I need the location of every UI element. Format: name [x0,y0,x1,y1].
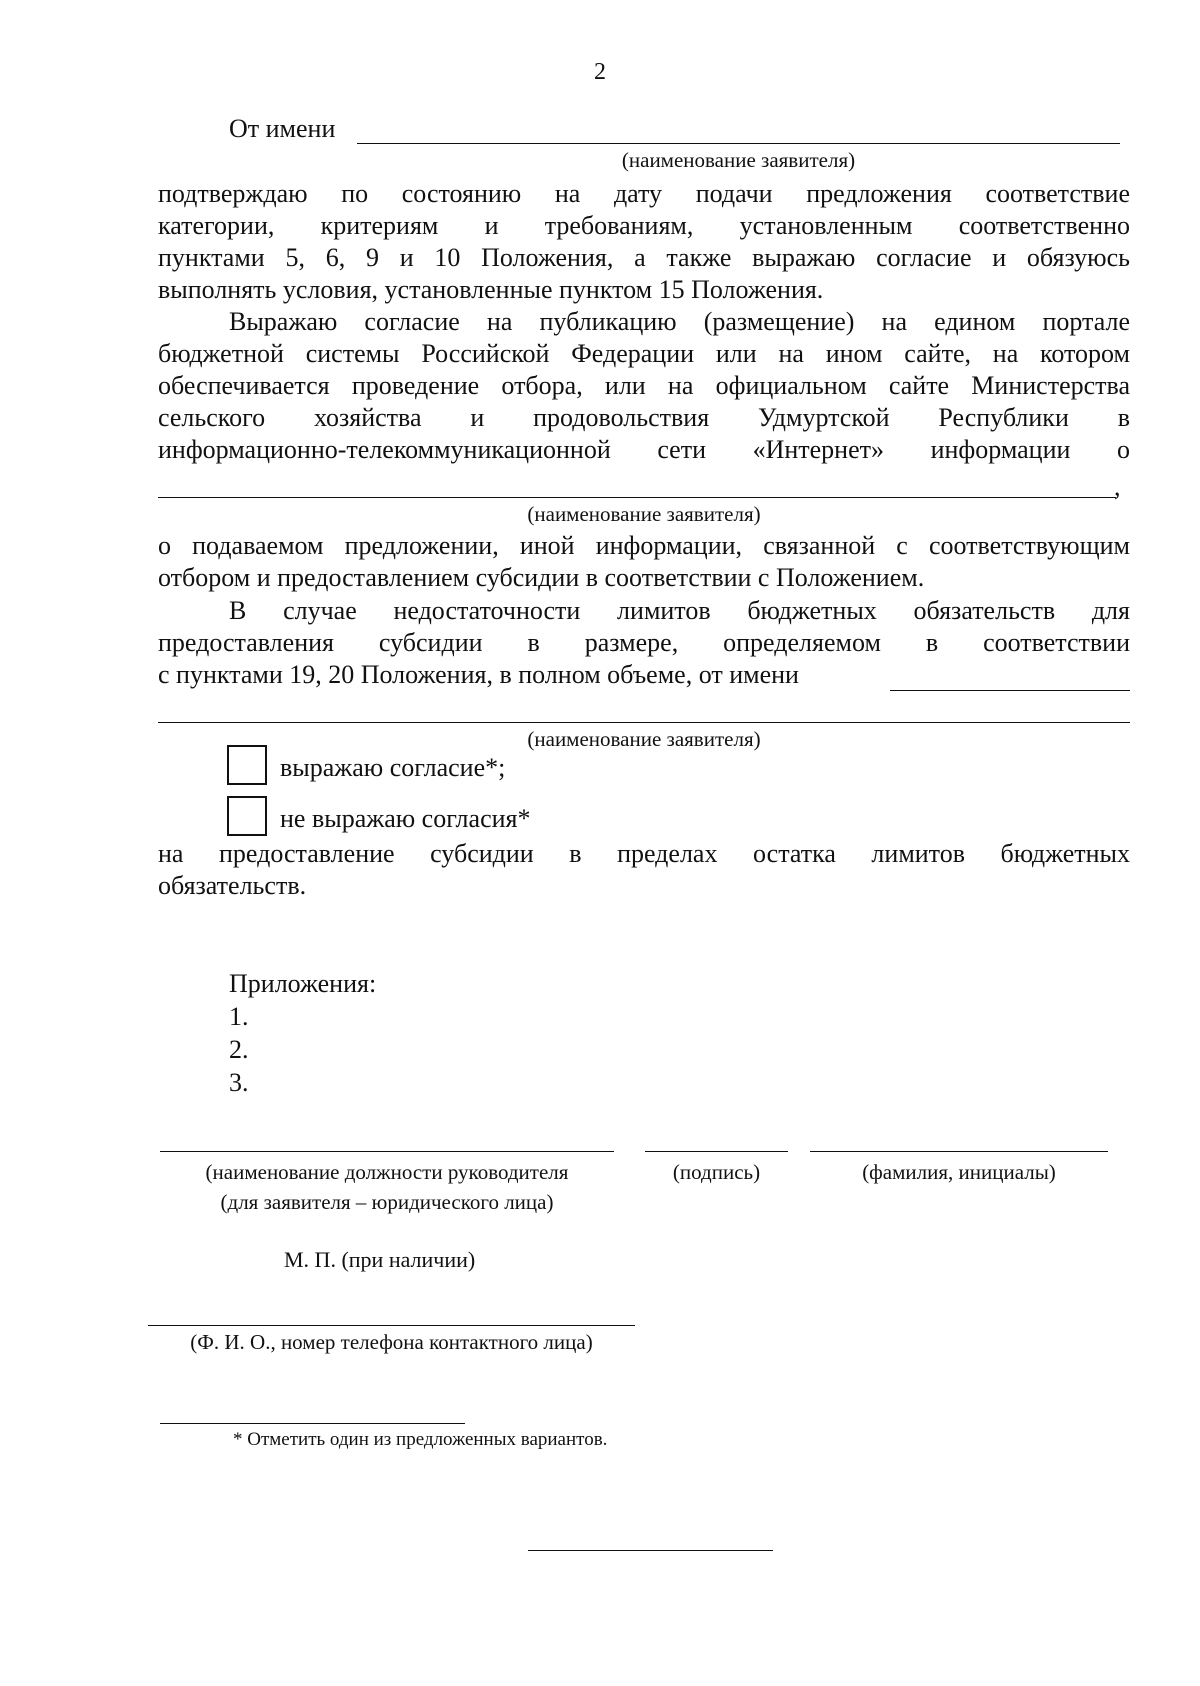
contact-caption: (Ф. И. О., номер телефона контактного лица) [190,1330,593,1354]
attachment-item-2: 2. [229,1035,249,1064]
consent-line-3: обеспечивается проведение отбора, или на официальном сайте Министерства [158,371,1130,400]
consent-line-5: информационно-телекоммуникационной сети «Интернет» информации о [158,435,1130,464]
end-line [528,1550,773,1551]
attachment-item-3: 3. [229,1068,249,1097]
limits-line-1: В случае недостаточности лимитов бюджетных обязательств для [229,596,1130,625]
signature-caption: (подпись) [672,1160,761,1184]
applicant-name-line-3a[interactable] [890,690,1130,691]
disagree-checkbox[interactable] [227,796,267,836]
page-number: 2 [594,59,606,85]
applicant-caption-3: (наименование заявителя) [527,727,761,751]
confirm-line-1: подтверждаю по состоянию на дату подачи предложения соответствие [158,179,1130,208]
attachment-item-1: 1. [229,1002,249,1031]
name-caption: (фамилия, инициалы) [862,1160,1056,1184]
contact-line[interactable] [148,1325,635,1326]
about-line-1: о подаваемом предложении, иной информации, связанной с соответствующим [158,531,1130,560]
limits-line-2: предоставления субсидии в размере, определяемом в соответствии [158,628,1130,657]
consent-line-2: бюджетной системы Российской Федерации или на ином сайте, на котором [158,339,1130,368]
name-line[interactable] [810,1151,1108,1152]
consent-line-1: Выражаю согласие на публикацию (размещение) на едином портале [229,307,1130,336]
applicant-name-line-2[interactable] [158,497,1116,498]
agree-checkbox[interactable] [227,745,267,785]
from-name-label: От имени [229,114,336,143]
remainder-line-2: обязательств. [158,871,307,900]
agree-label: выражаю согласие*; [280,753,506,782]
about-line-2: отбором и предоставлением субсидии в соответствии с Положением. [158,563,925,592]
attachments-title: Приложения: [229,969,377,998]
footnote-text: * Отметить один из предложенных вариантов. [233,1429,608,1450]
confirm-line-3: пунктами 5, 6, 9 и 10 Положения, а также выражаю согласие и обязуюсь [158,243,1130,272]
footnote-separator [160,1423,465,1424]
applicant-caption-1: (наименование заявителя) [621,148,856,172]
limits-line-3: с пунктами 19, 20 Положения, в полном объеме, от имени [158,660,799,689]
consent-line-4: сельского хозяйства и продовольствия Удмуртской Республики в [158,403,1130,432]
seal-label: М. П. (при наличии) [284,1247,476,1272]
confirm-line-4: выполнять условия, установленные пунктом 15 Положения. [158,275,824,304]
disagree-label: не выражаю согласия* [280,804,531,833]
signature-line[interactable] [645,1151,788,1152]
comma: , [1114,472,1121,501]
confirm-line-2: категории, критериям и требованиям, установленным соответственно [158,211,1130,240]
position-line[interactable] [160,1151,614,1152]
applicant-name-line-3b[interactable] [158,722,1130,723]
position-caption-1: (наименование должности руководителя [205,1160,569,1184]
remainder-line-1: на предоставление субсидии в пределах остатка лимитов бюджетных [158,839,1130,868]
applicant-name-line-1[interactable] [357,143,1120,144]
position-caption-2: (для заявителя – юридического лица) [220,1190,554,1214]
applicant-caption-2: (наименование заявителя) [527,502,761,526]
